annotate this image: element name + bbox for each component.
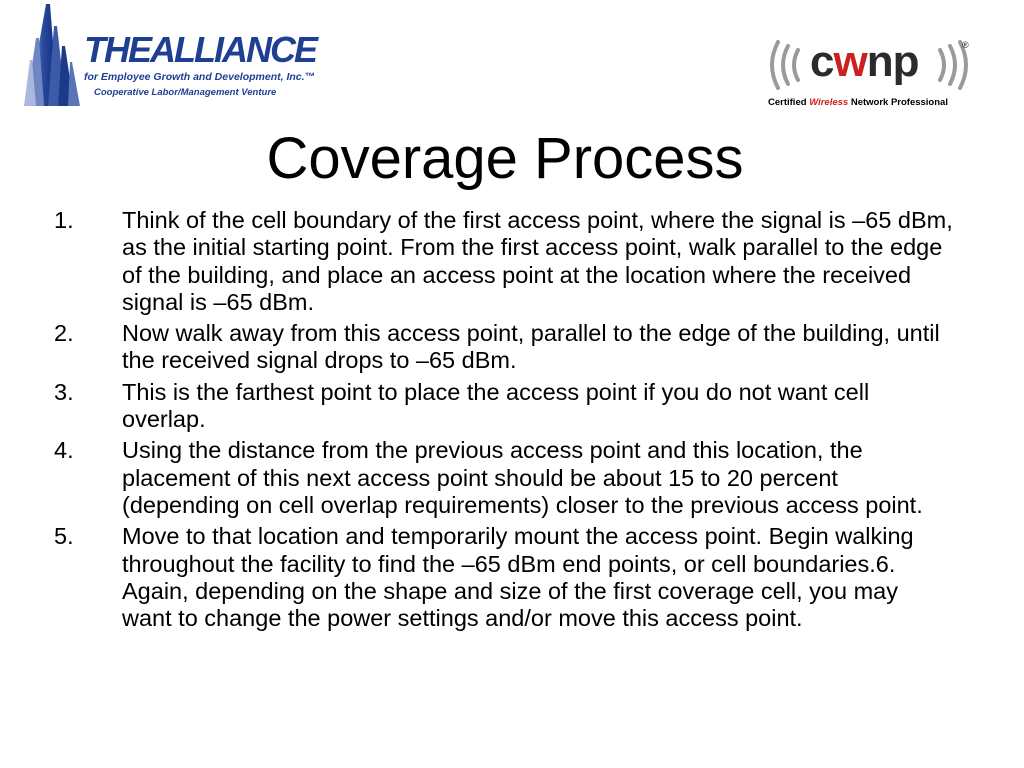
cwnp-wordmark: cwnp — [810, 37, 919, 86]
alliance-tower-icon — [24, 4, 88, 108]
alliance-name: THEALLIANCE — [84, 29, 316, 70]
cwnp-logo — [764, 36, 974, 112]
step-text: Move to that location and temporarily mount the access point. Begin walking throughout the facility to find the –65 dBm end points, or cell boundaries.6. Again, depending on the shape and size of the first coverage cell, you may want to change the power settings and/or move this access point. — [122, 523, 914, 632]
alliance-logo — [24, 4, 316, 108]
step-text: Think of the cell boundary of the first access point, where the signal is –65 dBm, as the initial starting point. From the first access point, walk parallel to the edge of the building, and place an access point at the location where the received signal is –65 dBm. — [122, 207, 953, 315]
step-item — [54, 523, 954, 632]
step-number: 1. — [54, 207, 74, 233]
step-text: Now walk away from this access point, parallel to the edge of the building, until the received signal drops to –65 dBm. — [122, 320, 940, 374]
alliance-tagline: for Employee Growth and Development, Inc.™ — [84, 71, 316, 83]
step-item — [54, 207, 954, 316]
alliance-subtitle: Cooperative Labor/Management Venture — [94, 87, 277, 98]
step-item — [54, 320, 954, 375]
step-text: Using the distance from the previous access point and this location, the placement of this next access point should be about 15 to 20 percent (depending on cell overlap requirements) closer to the previous access point. — [122, 437, 923, 518]
step-number: 4. — [54, 437, 74, 464]
slide-title: Coverage Process — [266, 126, 744, 191]
step-text: This is the farthest point to place the access point if you do not want cell overlap. — [122, 378, 870, 433]
step-item — [54, 437, 954, 519]
cwnp-caption: Certified Wireless Network Professional — [768, 97, 948, 108]
steps-list — [54, 207, 954, 636]
step-number: 5. — [54, 523, 74, 550]
step-number: 2. — [54, 320, 74, 347]
registered-mark: ® — [962, 40, 969, 50]
trademark-symbol: ™ — [304, 71, 316, 83]
step-item — [54, 379, 954, 434]
step-number: 3. — [54, 378, 74, 405]
